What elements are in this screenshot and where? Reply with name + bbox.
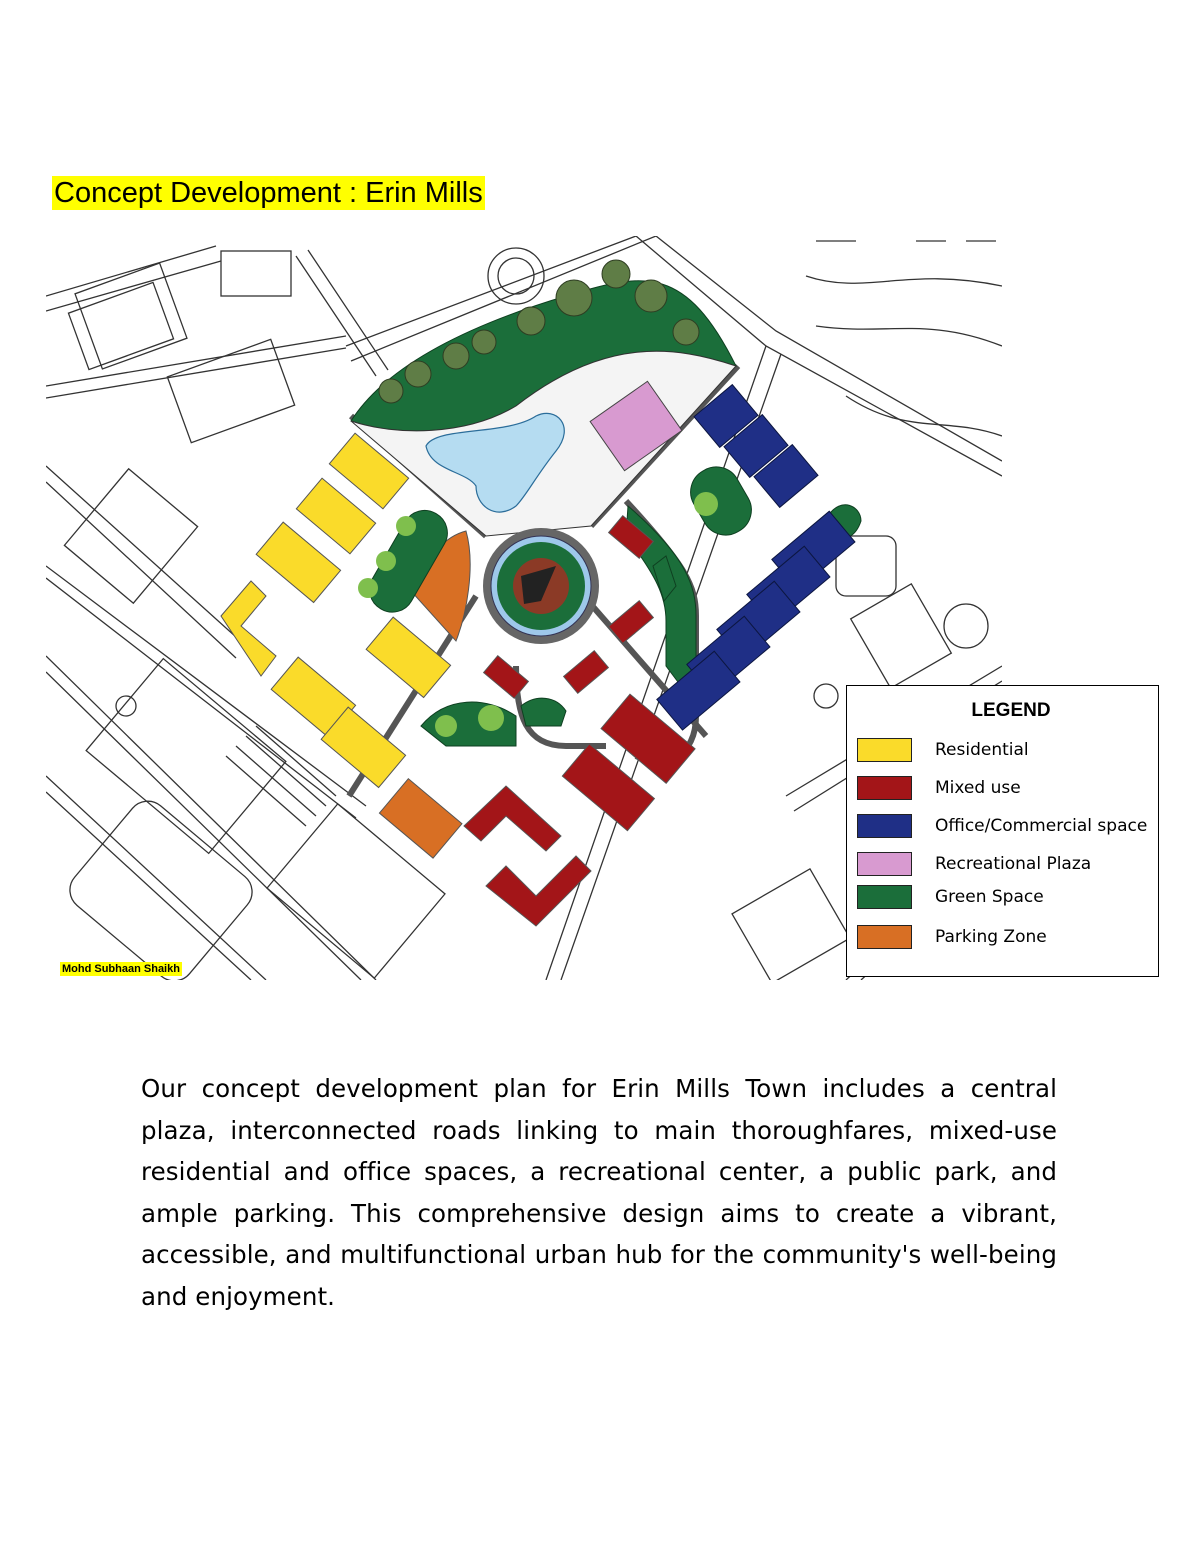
- legend-label: Residential: [935, 740, 1029, 760]
- legend-swatch: [857, 852, 912, 876]
- legend-label: Parking Zone: [935, 927, 1047, 947]
- legend-label: Office/Commercial space: [935, 816, 1148, 836]
- central-roundabout: [483, 528, 599, 644]
- legend-swatch: [857, 738, 912, 762]
- office-blocks: [657, 385, 855, 730]
- residential-blocks: [221, 433, 451, 787]
- legend-label: Mixed use: [935, 778, 1021, 798]
- legend-label: Green Space: [935, 887, 1044, 907]
- body-paragraph: Our concept development plan for Erin Mills Town includes a central plaza, interconnected roads linking to main thoroughfares, mixed-use residential and office spaces, a recreational center, a public park, and ample parking. This comprehensive design aims to create a vibrant, accessible, and multifunctional urban hub for the community's well-being and enjoyment.: [141, 1074, 1057, 1311]
- legend-swatch: [857, 814, 912, 838]
- legend-title: LEGEND: [971, 700, 1051, 721]
- legend-swatch: [857, 885, 912, 909]
- map-legend: [846, 685, 1159, 977]
- legend-item-green-space: [857, 885, 1153, 911]
- page-title: Concept Development : Erin Mills: [54, 177, 483, 209]
- legend-label: Recreational Plaza: [935, 854, 1092, 874]
- legend-item-parking: [857, 925, 1153, 951]
- author-credit: Mohd Subhaan Shaikh: [62, 963, 180, 975]
- legend-item-mixed-use: [857, 776, 1153, 802]
- legend-swatch: [857, 925, 912, 949]
- legend-item-recreational: [857, 852, 1153, 878]
- legend-swatch: [857, 776, 912, 800]
- legend-item-residential: [857, 738, 1153, 764]
- legend-item-office: [857, 814, 1153, 840]
